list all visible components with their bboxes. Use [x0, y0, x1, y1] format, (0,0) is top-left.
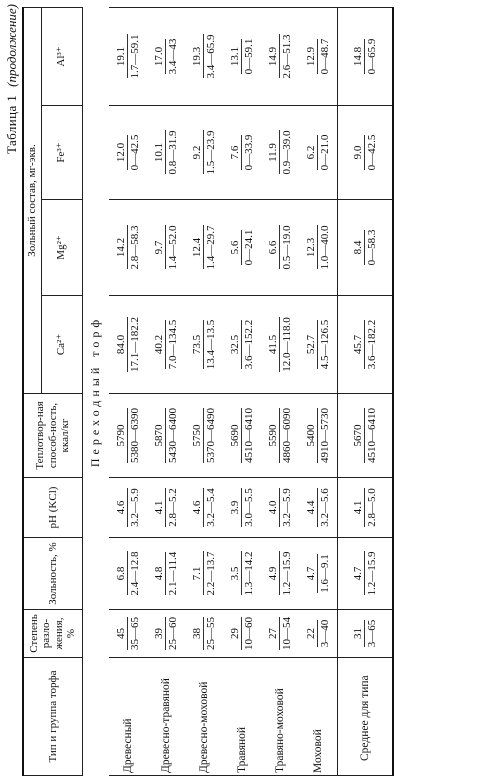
header-mg: Mg²⁺ — [41, 200, 82, 296]
mean-value: 4.6 — [114, 500, 127, 515]
range-value: 0—33.9 — [242, 134, 255, 171]
table-row — [223, 8, 261, 776]
value-cell — [261, 610, 299, 658]
range-value: 4510—6410 — [365, 408, 378, 463]
value-cell — [337, 8, 393, 106]
value-cell — [261, 478, 299, 538]
header-peat-type: Тип и группа торфа — [23, 658, 82, 776]
range-value: 0—24.1 — [242, 229, 255, 266]
mean-value: 27 — [266, 628, 279, 639]
value-cell — [337, 106, 393, 200]
value-cell — [147, 610, 185, 658]
mean-value: 5670 — [351, 424, 364, 447]
mean-value: 3.5 — [228, 566, 241, 581]
range-value: 3.4—43 — [166, 38, 179, 75]
value-cell — [185, 610, 223, 658]
mean-value: 5870 — [152, 424, 165, 447]
value-cell — [147, 106, 185, 200]
mean-value: 7.6 — [228, 145, 241, 160]
range-value: 0.9—39.0 — [280, 130, 293, 175]
range-value: 3.6—152.2 — [242, 319, 255, 370]
range-value: 7.0—134.5 — [166, 319, 179, 370]
value-cell — [185, 394, 223, 478]
range-value: 3.2—5.9 — [280, 488, 293, 527]
mean-value: 73.5 — [190, 334, 203, 355]
range-value: 2.1—11.4 — [166, 551, 179, 596]
mean-value: 14.2 — [114, 237, 127, 258]
value-cell — [299, 538, 338, 610]
header-ph: pH (KCl) — [23, 478, 82, 538]
mean-value: 84.0 — [114, 334, 127, 355]
mean-value: 14.8 — [351, 46, 364, 67]
mean-value: 5790 — [114, 424, 127, 447]
value-cell — [147, 8, 185, 106]
table-row — [261, 8, 299, 776]
range-value: 0—65.9 — [365, 38, 378, 75]
range-value: 3.4—65.9 — [204, 34, 217, 79]
value-cell — [299, 8, 338, 106]
table-caption — [4, 4, 22, 780]
range-value: 1.0—40.0 — [318, 225, 331, 270]
value-cell — [109, 478, 147, 538]
range-value: 3.0—5.5 — [242, 488, 255, 527]
range-value: 2.8—5.2 — [166, 488, 179, 527]
mean-value: 17.0 — [152, 46, 165, 67]
value-cell — [109, 8, 147, 106]
table-label: Таблица 1 — [4, 94, 19, 155]
value-cell — [223, 394, 261, 478]
value-cell — [147, 394, 185, 478]
mean-value: 9.7 — [152, 240, 165, 255]
value-cell — [337, 478, 393, 538]
range-value: 10—60 — [242, 617, 255, 650]
mean-value: 4.9 — [266, 566, 279, 581]
value-cell — [299, 106, 338, 200]
mean-value: 40.2 — [152, 334, 165, 355]
mean-value: 4.0 — [266, 500, 279, 515]
range-value: 2.6—51.3 — [280, 34, 293, 79]
range-value: 4510—6410 — [242, 408, 255, 463]
value-cell — [223, 8, 261, 106]
range-value: 1.2—15.9 — [365, 551, 378, 596]
continuation-note: (продолжение) — [4, 4, 19, 87]
range-value: 2.2—13.7 — [204, 551, 217, 596]
value-cell — [261, 394, 299, 478]
mean-value: 22 — [304, 628, 317, 639]
value-cell — [261, 8, 299, 106]
value-cell — [185, 538, 223, 610]
value-cell — [147, 296, 185, 394]
range-value: 12.0—118.0 — [280, 317, 293, 372]
value-cell — [109, 106, 147, 200]
mean-value: 19.1 — [114, 46, 127, 67]
range-value: 0—58.3 — [365, 229, 378, 266]
mean-value: 5690 — [228, 424, 241, 447]
peat-group-name: Травяной — [223, 658, 261, 776]
value-cell — [109, 610, 147, 658]
average-row — [337, 8, 393, 776]
mean-value: 4.7 — [351, 566, 364, 581]
value-cell — [185, 8, 223, 106]
value-cell — [299, 200, 338, 296]
range-value: 25—60 — [166, 617, 179, 650]
value-cell — [337, 610, 393, 658]
mean-value: 11.9 — [266, 143, 279, 162]
mean-value: 5750 — [190, 424, 203, 447]
range-value: 25—55 — [204, 617, 217, 650]
mean-value: 9.2 — [190, 145, 203, 160]
mean-value: 4.1 — [351, 500, 364, 515]
mean-value: 3.9 — [228, 500, 241, 515]
range-value: 2.8—58.3 — [128, 225, 141, 270]
range-value: 0.8—31.9 — [166, 130, 179, 175]
range-value: 0—42.5 — [365, 134, 378, 171]
mean-value: 5590 — [266, 424, 279, 447]
mean-value: 5400 — [304, 424, 317, 447]
mean-value: 12.4 — [190, 237, 203, 258]
header-ca: Ca²⁺ — [41, 296, 82, 394]
value-cell — [337, 296, 393, 394]
value-cell — [299, 394, 338, 478]
mean-value: 7.1 — [190, 566, 203, 581]
mean-value: 6.2 — [304, 145, 317, 160]
mean-value: 12.0 — [114, 142, 127, 163]
value-cell — [185, 296, 223, 394]
range-value: 1.2—15.9 — [280, 551, 293, 596]
mean-value: 4.7 — [304, 566, 317, 581]
range-value: 5380—6390 — [128, 408, 141, 463]
mean-value: 45.7 — [351, 334, 364, 355]
range-value: 2.8—5.0 — [365, 488, 378, 527]
range-value: 0—42.5 — [128, 134, 141, 171]
value-cell — [261, 538, 299, 610]
value-cell — [109, 200, 147, 296]
section-title: Переходный торф — [88, 315, 103, 468]
value-cell — [147, 538, 185, 610]
value-cell — [223, 106, 261, 200]
mean-value: 31 — [351, 628, 364, 639]
range-value: 1.4—29.7 — [204, 225, 217, 270]
table-row — [147, 8, 185, 776]
mean-value: 5.6 — [228, 240, 241, 255]
value-cell — [337, 200, 393, 296]
range-value: 1.7—59.1 — [128, 34, 141, 79]
mean-value: 13.1 — [228, 46, 241, 67]
mean-value: 4.8 — [152, 566, 165, 581]
table-row — [185, 8, 223, 776]
mean-value: 12.3 — [304, 237, 317, 258]
table-body — [82, 8, 393, 776]
value-cell — [299, 478, 338, 538]
value-cell — [223, 200, 261, 296]
mean-value: 12.9 — [304, 46, 317, 67]
range-value: 4860—6090 — [280, 408, 293, 463]
table-row — [299, 8, 338, 776]
range-value: 0—48.7 — [318, 38, 331, 75]
range-value: 0—21.0 — [318, 134, 331, 171]
range-value: 5430—6400 — [166, 408, 179, 463]
table-row — [109, 8, 147, 776]
mean-value: 14.9 — [266, 46, 279, 67]
value-cell — [185, 106, 223, 200]
range-value: 3—40 — [318, 619, 331, 648]
peat-group-name: Моховой — [299, 658, 338, 776]
header-ash-composition: Зольный состав, мг-экв. — [23, 8, 41, 394]
mean-value: 38 — [190, 628, 203, 639]
value-cell — [261, 296, 299, 394]
value-cell — [223, 296, 261, 394]
range-value: 3.2—5.9 — [128, 488, 141, 527]
range-value: 1.4—52.0 — [166, 225, 179, 270]
range-value: 13.4—13.5 — [204, 319, 217, 370]
value-cell — [337, 538, 393, 610]
value-cell — [109, 538, 147, 610]
peat-group-name: Древесный — [109, 658, 147, 776]
peat-data-table — [22, 7, 394, 776]
mean-value: 4.1 — [152, 500, 165, 515]
range-value: 17.1—182.2 — [128, 317, 141, 372]
value-cell — [299, 610, 338, 658]
header-heat: Теплотвор-ная способ-ность, ккал/кг — [23, 394, 82, 478]
section-row — [82, 8, 109, 776]
value-cell — [147, 478, 185, 538]
mean-value: 8.4 — [351, 240, 364, 255]
mean-value: 10.1 — [152, 142, 165, 163]
value-cell — [109, 296, 147, 394]
mean-value: 6.6 — [266, 240, 279, 255]
value-cell — [223, 538, 261, 610]
mean-value: 52.7 — [304, 334, 317, 355]
range-value: 2.4—12.8 — [128, 551, 141, 596]
value-cell — [109, 394, 147, 478]
mean-value: 19.3 — [190, 46, 203, 67]
header-ash: Зольность, % — [23, 538, 82, 610]
value-cell — [223, 610, 261, 658]
value-cell — [337, 394, 393, 478]
header-al: Al³⁺ — [41, 8, 82, 106]
range-value: 3—65 — [365, 619, 378, 648]
range-value: 1.3—14.2 — [242, 551, 255, 596]
mean-value: 39 — [152, 628, 165, 639]
range-value: 1.6—9.1 — [318, 554, 331, 593]
mean-value: 9.0 — [351, 145, 364, 160]
mean-value: 4.6 — [190, 500, 203, 515]
mean-value: 29 — [228, 628, 241, 639]
value-cell — [185, 200, 223, 296]
value-cell — [223, 478, 261, 538]
range-value: 4910—5730 — [318, 408, 331, 463]
peat-group-name: Древесно-моховой — [185, 658, 223, 776]
value-cell — [299, 296, 338, 394]
peat-group-name: Травяно-моховой — [261, 658, 299, 776]
range-value: 3.2—5.4 — [204, 488, 217, 527]
range-value: 1.5—23.9 — [204, 130, 217, 175]
peat-group-name: Древесно-травяной — [147, 658, 185, 776]
mean-value: 4.4 — [304, 500, 317, 515]
range-value: 3.2—5.6 — [318, 488, 331, 527]
mean-value: 32.5 — [228, 334, 241, 355]
range-value: 0—59.1 — [242, 38, 255, 75]
mean-value: 45 — [114, 628, 127, 639]
peat-group-name: Среднее для типа — [337, 658, 393, 776]
mean-value: 41.5 — [266, 334, 279, 355]
mean-value: 6.8 — [114, 566, 127, 581]
value-cell — [261, 200, 299, 296]
range-value: 0.5—19.0 — [280, 225, 293, 270]
range-value: 10—54 — [280, 617, 293, 650]
range-value: 5370—6490 — [204, 408, 217, 463]
value-cell — [185, 478, 223, 538]
value-cell — [147, 200, 185, 296]
header-fe: Fe³⁺ — [41, 106, 82, 200]
range-value: 4.5—126.5 — [318, 319, 331, 370]
range-value: 35—65 — [128, 617, 141, 650]
range-value: 3.6—182.2 — [365, 319, 378, 370]
value-cell — [261, 106, 299, 200]
header-decomposition: Степень разло-жения, % — [23, 610, 82, 658]
